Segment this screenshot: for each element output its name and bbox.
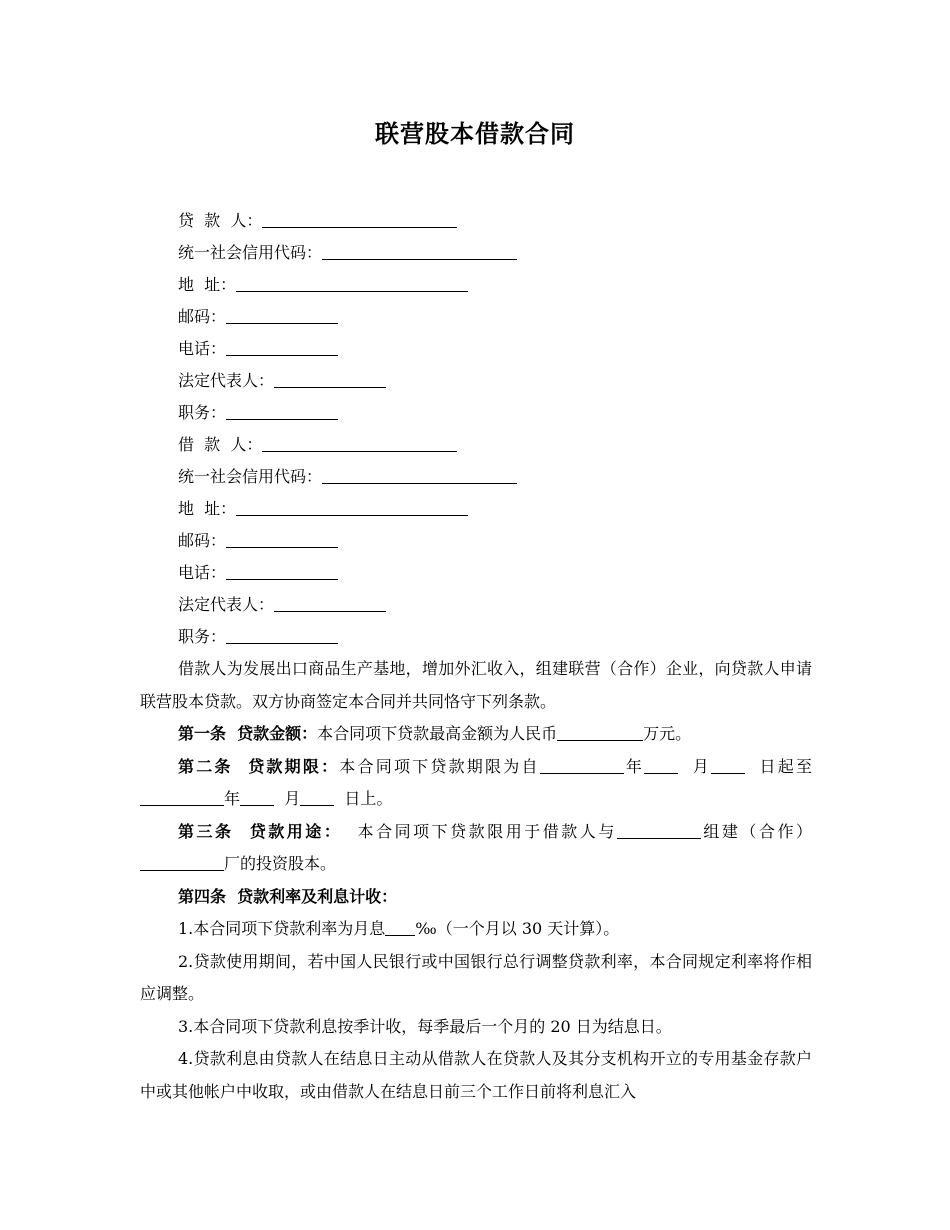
lender-legal-rep-blank[interactable] bbox=[274, 369, 386, 388]
article-4-item-2: 2.贷款使用期间，若中国人民银行或中国银行总行调整贷款利率，本合同规定利率将作相应调整。 bbox=[140, 951, 812, 1003]
article-3-text: 本合同项下贷款限用于借款人与 bbox=[342, 821, 617, 841]
lender-position-line bbox=[140, 397, 812, 429]
article-1-unit: 万元。 bbox=[643, 724, 692, 743]
lender-zip-line bbox=[140, 301, 812, 333]
borrower-legal-rep-label: 法定代表人： bbox=[178, 595, 275, 614]
borrower-legal-rep-line bbox=[140, 589, 812, 621]
end-month-label: 月 bbox=[274, 789, 301, 808]
article-4-item-1-text: 1.本合同项下贷款利率为月息 bbox=[178, 919, 386, 938]
start-day-blank[interactable] bbox=[711, 755, 745, 774]
preamble-paragraph: 借款人为发展出口商品生产基地，增加外汇收入，组建联营（合作）企业，向贷款人申请联营股本贷款。双方协商签定本合同并共同恪守下列条款。 bbox=[140, 659, 812, 711]
lender-phone-blank[interactable] bbox=[226, 337, 338, 356]
loan-amount-blank[interactable] bbox=[557, 722, 643, 741]
lender-address-label: 地 址： bbox=[178, 275, 237, 294]
borrower-code-blank[interactable] bbox=[322, 465, 517, 484]
borrower-phone-blank[interactable] bbox=[226, 561, 338, 580]
borrower-position-line bbox=[140, 621, 812, 653]
lender-name-blank[interactable] bbox=[262, 209, 457, 228]
borrower-zip-line bbox=[140, 525, 812, 557]
article-4-item-1-unit: ‰（一个月以 30 天计算）。 bbox=[415, 919, 620, 938]
borrower-position-blank[interactable] bbox=[226, 625, 338, 644]
article-2-heading: 第二条 贷款期限： bbox=[178, 756, 340, 776]
end-day-blank[interactable] bbox=[300, 787, 334, 806]
article-1-heading: 第一条 贷款金额： bbox=[178, 724, 318, 743]
article-4-item-4: 4.贷款利息由贷款人在结息日主动从借款人在贷款人及其分支机构开立的专用基金存款户中或其他帐户中收取，或由借款人在结息日前三个工作日前将利息汇入 bbox=[140, 1049, 812, 1101]
lender-code-label: 统一社会信用代码： bbox=[178, 243, 323, 262]
borrower-name-label: 借 款 人： bbox=[178, 435, 263, 454]
start-year-label: 年 bbox=[623, 756, 645, 776]
factory-blank[interactable] bbox=[140, 852, 224, 871]
start-day-label: 日起 bbox=[744, 756, 796, 776]
contract-title: 联营股本借款合同 bbox=[375, 120, 575, 148]
lender-address-blank[interactable] bbox=[236, 273, 468, 292]
borrower-zip-label: 邮码： bbox=[178, 531, 227, 550]
end-month-blank[interactable] bbox=[240, 787, 274, 806]
start-month-blank[interactable] bbox=[644, 755, 678, 774]
borrower-code-label: 统一社会信用代码： bbox=[178, 467, 323, 486]
article-2 bbox=[140, 751, 812, 816]
article-4 bbox=[140, 881, 812, 914]
article-4-item-1 bbox=[140, 913, 812, 946]
lender-phone-line bbox=[140, 333, 812, 365]
lender-address-line bbox=[140, 269, 812, 301]
lender-zip-label: 邮码： bbox=[178, 307, 227, 326]
borrower-position-label: 职务： bbox=[178, 627, 227, 646]
lender-position-label: 职务： bbox=[178, 403, 227, 422]
article-2-text: 本合同项下贷款期限为自 bbox=[339, 756, 540, 776]
lender-legal-rep-line bbox=[140, 365, 812, 397]
borrower-phone-label: 电话： bbox=[178, 563, 227, 582]
article-1-text: 本合同项下贷款最高金额为人民币 bbox=[317, 724, 558, 743]
lender-legal-rep-label: 法定代表人： bbox=[178, 371, 275, 390]
article-3 bbox=[140, 816, 812, 881]
article-1 bbox=[140, 718, 812, 751]
borrower-address-label: 地 址： bbox=[178, 499, 237, 518]
lender-code-line bbox=[140, 237, 812, 269]
borrower-code-line bbox=[140, 461, 812, 493]
article-3-heading: 第三条 贷款用途： bbox=[178, 821, 343, 841]
borrower-name-blank[interactable] bbox=[262, 433, 457, 452]
end-to-label: 至 bbox=[795, 756, 812, 776]
partner-blank[interactable] bbox=[617, 820, 701, 839]
lender-code-blank[interactable] bbox=[322, 241, 517, 260]
borrower-phone-line bbox=[140, 557, 812, 589]
borrower-legal-rep-blank[interactable] bbox=[274, 593, 386, 612]
start-month-label: 月 bbox=[678, 756, 711, 776]
interest-rate-blank[interactable] bbox=[385, 917, 415, 936]
lender-zip-blank[interactable] bbox=[226, 305, 338, 324]
article-4-item-3: 3.本合同项下贷款利息按季计收，每季最后一个月的 20 日为结息日。 bbox=[178, 1016, 672, 1036]
borrower-name-line bbox=[140, 429, 812, 461]
lender-phone-label: 电话： bbox=[178, 339, 227, 358]
lender-name-line bbox=[140, 205, 812, 237]
article-4-heading: 第四条 贷款利率及利息计收： bbox=[178, 886, 398, 906]
end-year-label: 年 bbox=[224, 789, 241, 808]
article-3-text-2: 组建（合作） bbox=[700, 821, 812, 841]
lender-position-blank[interactable] bbox=[226, 401, 338, 420]
end-day-label: 日上。 bbox=[334, 789, 393, 808]
borrower-address-line bbox=[140, 493, 812, 525]
borrower-zip-blank[interactable] bbox=[226, 529, 338, 548]
lender-name-label: 贷 款 人： bbox=[178, 211, 263, 230]
end-year-blank[interactable] bbox=[140, 787, 224, 806]
contract-body bbox=[140, 205, 812, 1108]
start-year-blank[interactable] bbox=[540, 755, 624, 774]
borrower-address-blank[interactable] bbox=[236, 497, 468, 516]
article-3-text-3: 厂的投资股本。 bbox=[224, 854, 337, 873]
